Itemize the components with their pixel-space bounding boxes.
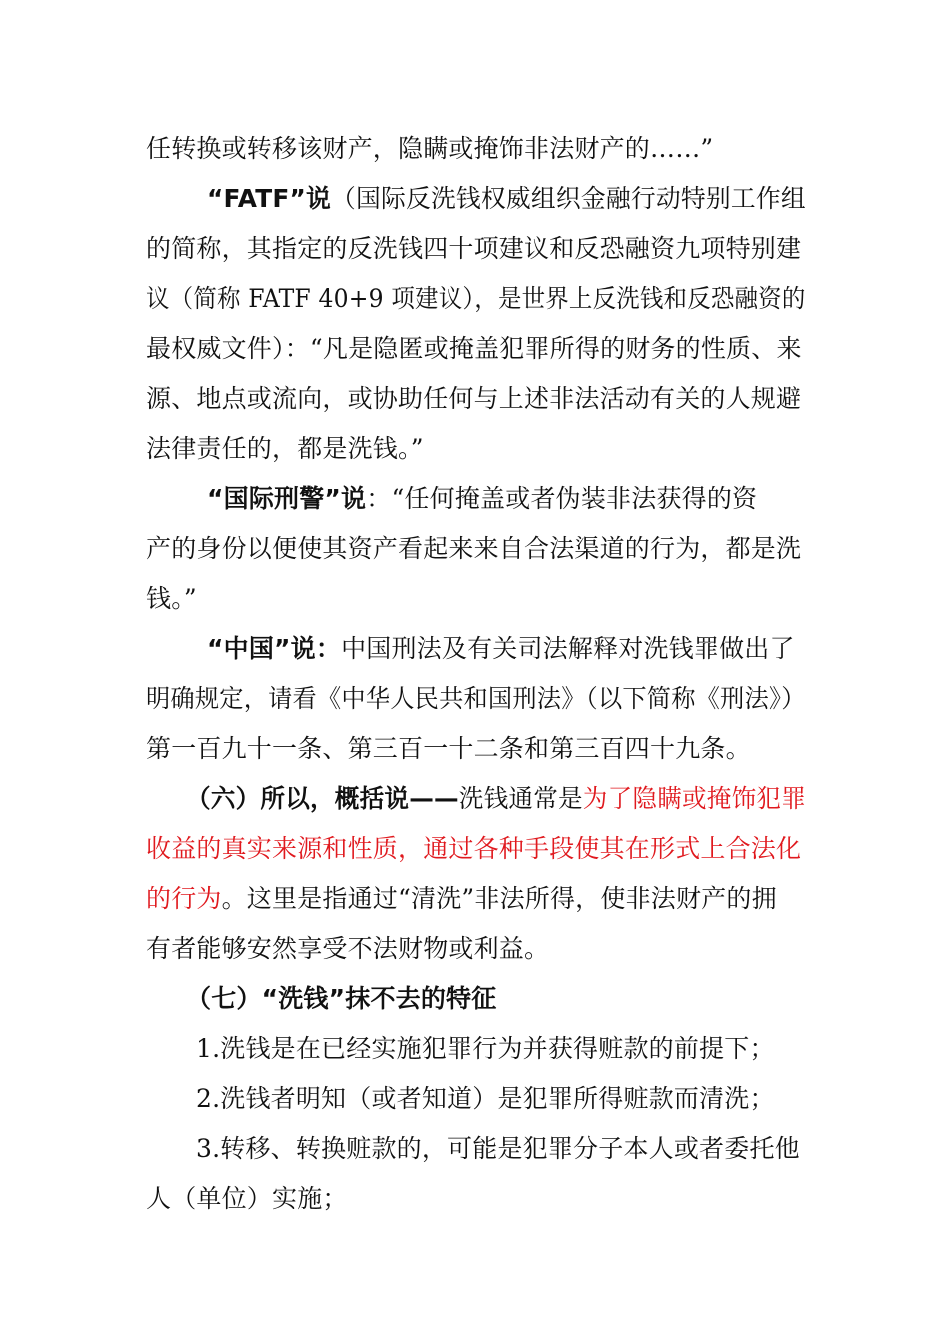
text-run: 3.转移、转换赃款的，可能是犯罪分子本人或者委托他: [196, 1134, 800, 1163]
text-line-16: [146, 882, 777, 916]
text-run: 最权威文件）：“凡是隐匿或掩盖犯罪所得的财务的性质、来: [146, 334, 802, 363]
text-run: 洗钱通常是: [458, 784, 583, 813]
text-run: 2.洗钱者明知（或者知道）是犯罪所得赃款而清洗；: [196, 1084, 775, 1113]
text-run: 任转换或转移该财产，隐瞒或掩饰非法财产的……”: [146, 134, 714, 163]
text-line-14: [186, 782, 806, 816]
text-run: 中国刑法及有关司法解释对洗钱罪做出了: [341, 634, 795, 663]
text-line-6: [146, 382, 801, 416]
text-run-red: 的行为: [146, 884, 222, 913]
text-run: 有者能够安然享受不法财物或利益。: [146, 934, 550, 963]
text-run: 源、地点或流向，或协助任何与上述非法活动有关的人规避: [146, 384, 802, 413]
text-run: 。这里是指通过“清洗”非法所得，使非法财产的拥: [221, 884, 777, 913]
text-line-12: [146, 682, 806, 716]
text-line-3: [146, 232, 801, 266]
text-line-5: [146, 332, 802, 366]
text-run: 法律责任的，都是洗钱。”: [146, 434, 424, 463]
text-run-bold: （七）“洗钱”抹不去的特征: [186, 984, 497, 1013]
text-run-bold: （六）所以，概括说——: [186, 784, 459, 813]
text-run-bold: “FATF”说: [207, 184, 331, 213]
text-run: 议（简称 FATF 40+9 项建议），是世界上反洗钱和反恐融资的: [146, 284, 806, 313]
list-item-2: [196, 1082, 775, 1116]
text-run-bold: “国际刑警”说: [207, 484, 367, 513]
section-heading: [186, 982, 496, 1016]
text-run-red: 为了隐瞒或掩饰犯罪: [582, 784, 807, 813]
text-run-bold: “中国”说：: [207, 634, 342, 663]
text-run: 产的身份以便使其资产看起来来自合法渠道的行为，都是洗: [146, 534, 802, 563]
text-line-2: [207, 182, 806, 216]
text-run: 钱。”: [146, 584, 197, 613]
text-line-13: [146, 732, 751, 766]
text-run: 1.洗钱是在已经实施犯罪行为并获得赃款的前提下；: [196, 1034, 775, 1063]
text-line-9: [146, 532, 801, 566]
list-item-3: [196, 1132, 800, 1166]
text-line-17: [146, 932, 549, 966]
text-run: 的简称，其指定的反洗钱四十项建议和反恐融资九项特别建: [146, 234, 802, 263]
text-line-15: [146, 832, 801, 866]
text-line-10: [146, 582, 197, 616]
text-run: （国际反洗钱权威组织金融行动特别工作组: [330, 184, 806, 213]
list-item-3-continued: [146, 1182, 348, 1216]
text-line-7: [146, 432, 424, 466]
text-run: 第一百九十一条、第三百一十二条和第三百四十九条。: [146, 734, 751, 763]
text-run: 人（单位）实施；: [146, 1184, 348, 1213]
list-item-1: [196, 1032, 775, 1066]
text-line-11: [207, 632, 795, 666]
text-run-red: 收益的真实来源和性质，通过各种手段使其在形式上合法化: [146, 834, 802, 863]
text-run: ：“任何掩盖或者伪装非法获得的资: [366, 484, 758, 513]
text-line-8: [207, 482, 757, 516]
text-run: 明确规定，请看《中华人民共和国刑法》（以下简称《刑法》）: [146, 684, 806, 713]
text-line-1: [146, 132, 713, 166]
text-line-4: [146, 282, 806, 316]
